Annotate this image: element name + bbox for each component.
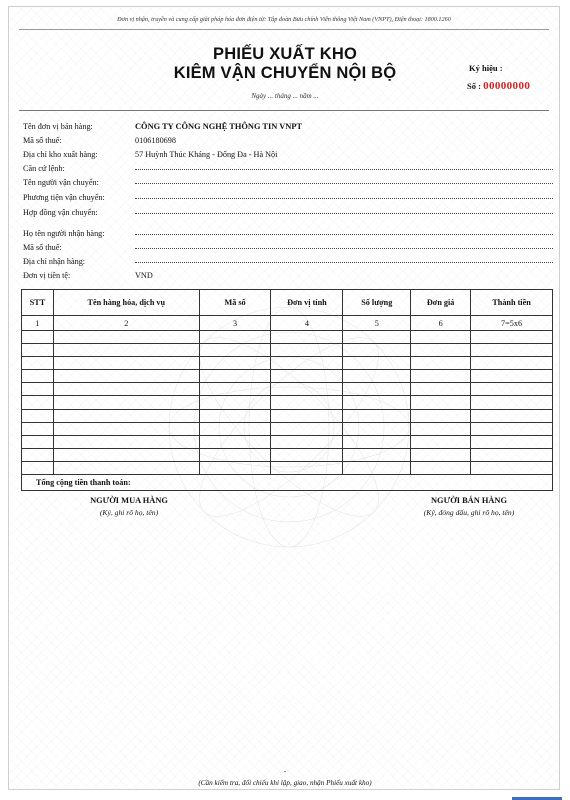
- numbering-cell: 7=5x6: [471, 316, 553, 331]
- field-receiver-tax-code: [23, 238, 553, 252]
- field-receiver-address: [23, 252, 553, 266]
- seller-signature-block: [389, 496, 549, 517]
- buyer-note: (Ký, ghi rõ họ, tên): [99, 508, 159, 517]
- col-header-item-name: Tên hàng hóa, dịch vụ: [53, 290, 199, 316]
- field-label: Căn cứ lệnh:: [23, 164, 65, 173]
- field-receiver-name: [23, 224, 553, 238]
- table-row: [22, 435, 553, 448]
- field-label: Địa chỉ nhận hàng:: [23, 257, 86, 266]
- field-transport-contract: [23, 203, 553, 217]
- blank-line: [135, 198, 553, 199]
- seller-title: NGƯỜI BÁN HÀNG: [431, 496, 507, 505]
- footer-dash: -: [283, 767, 287, 775]
- blank-line: [135, 234, 553, 235]
- table-total-row: [22, 475, 553, 491]
- header-divider: [19, 110, 549, 111]
- table-row: [22, 448, 553, 461]
- field-currency: [23, 266, 553, 280]
- top-divider: [19, 29, 549, 30]
- kyhieu-label: Ký hiệu :: [469, 63, 503, 73]
- table-row: [22, 331, 553, 344]
- table-row: [22, 383, 553, 396]
- serial-label: Số :: [467, 81, 481, 91]
- buyer-signature-block: [49, 496, 209, 517]
- numbering-cell: 5: [343, 316, 411, 331]
- blank-line: [135, 183, 553, 184]
- table-row: [22, 370, 553, 383]
- document-subtitle: KIÊM VẬN CHUYỂN NỘI BỘ: [173, 64, 397, 82]
- table-row: [22, 422, 553, 435]
- field-label: Tên người vận chuyển:: [23, 178, 99, 187]
- numbering-cell: 4: [271, 316, 343, 331]
- blank-line: [135, 262, 553, 263]
- field-label: Mã số thuế:: [23, 243, 62, 252]
- field-order-basis: [23, 159, 553, 173]
- field-transport-vehicle: [23, 188, 553, 202]
- total-payment-label: Tổng cộng tiền thanh toán:: [22, 475, 553, 491]
- table-row: [22, 409, 553, 422]
- table-row: [22, 396, 553, 409]
- field-transporter-name: [23, 173, 553, 187]
- table-row: [22, 357, 553, 370]
- numbering-cell: 6: [411, 316, 471, 331]
- blank-line: [135, 248, 553, 249]
- table-header-row: [22, 290, 553, 316]
- field-label: Mã số thuế:: [23, 136, 62, 145]
- numbering-cell: 3: [199, 316, 271, 331]
- col-header-amount: Thành tiền: [471, 290, 553, 316]
- table-numbering-row: [22, 316, 553, 331]
- field-value: 57 Huỳnh Thúc Kháng - Đống Đa - Hà Nội: [135, 150, 278, 159]
- field-label: Họ tên người nhận hàng:: [23, 229, 105, 238]
- table-row: [22, 461, 553, 474]
- field-label: Đơn vị tiền tệ:: [23, 271, 71, 280]
- invoice-page: [8, 6, 560, 790]
- col-header-unit: Đơn vị tính: [271, 290, 343, 316]
- col-header-quantity: Số lượng: [343, 290, 411, 316]
- date-line: Ngày ... tháng ... năm ...: [251, 92, 319, 100]
- field-value: CÔNG TY CÔNG NGHỆ THÔNG TIN VNPT: [135, 122, 303, 131]
- buyer-title: NGƯỜI MUA HÀNG: [90, 496, 168, 505]
- field-label: Phương tiện vận chuyển:: [23, 193, 105, 202]
- field-value: VND: [135, 271, 153, 280]
- col-header-code: Mã số: [199, 290, 271, 316]
- serial-value: 00000000: [483, 80, 531, 92]
- field-label: Tên đơn vị bán hàng:: [23, 122, 93, 131]
- blank-line: [135, 213, 553, 214]
- col-header-stt: STT: [22, 290, 54, 316]
- footer-note: (Cần kiểm tra, đối chiếu khi lập, giao, nhận Phiếu xuất kho): [198, 779, 372, 787]
- numbering-cell: 1: [22, 316, 54, 331]
- field-label: Địa chỉ kho xuất hàng:: [23, 150, 98, 159]
- field-label: Hợp đồng vận chuyển:: [23, 208, 98, 217]
- field-seller-name: [23, 117, 553, 131]
- items-table: [21, 289, 553, 491]
- blank-line: [135, 169, 553, 170]
- field-seller-tax-code: [23, 131, 553, 145]
- seller-note: (Ký, đóng dấu, ghi rõ họ, tên): [423, 508, 515, 517]
- field-warehouse-address: [23, 145, 553, 159]
- table-row: [22, 344, 553, 357]
- provider-line: Đơn vị nhận, truyền và cung cấp giải pháp hóa đơn điện tử: Tập đoàn Bưu chính Viễn thông Việt Nam (VNPT), Điện thoại: 1800.1260: [117, 16, 451, 23]
- serial-number: [467, 80, 530, 92]
- numbering-cell: 2: [53, 316, 199, 331]
- col-header-unit-price: Đơn giá: [411, 290, 471, 316]
- field-value: 0106180698: [135, 136, 176, 145]
- document-title: PHIẾU XUẤT KHO: [213, 45, 357, 63]
